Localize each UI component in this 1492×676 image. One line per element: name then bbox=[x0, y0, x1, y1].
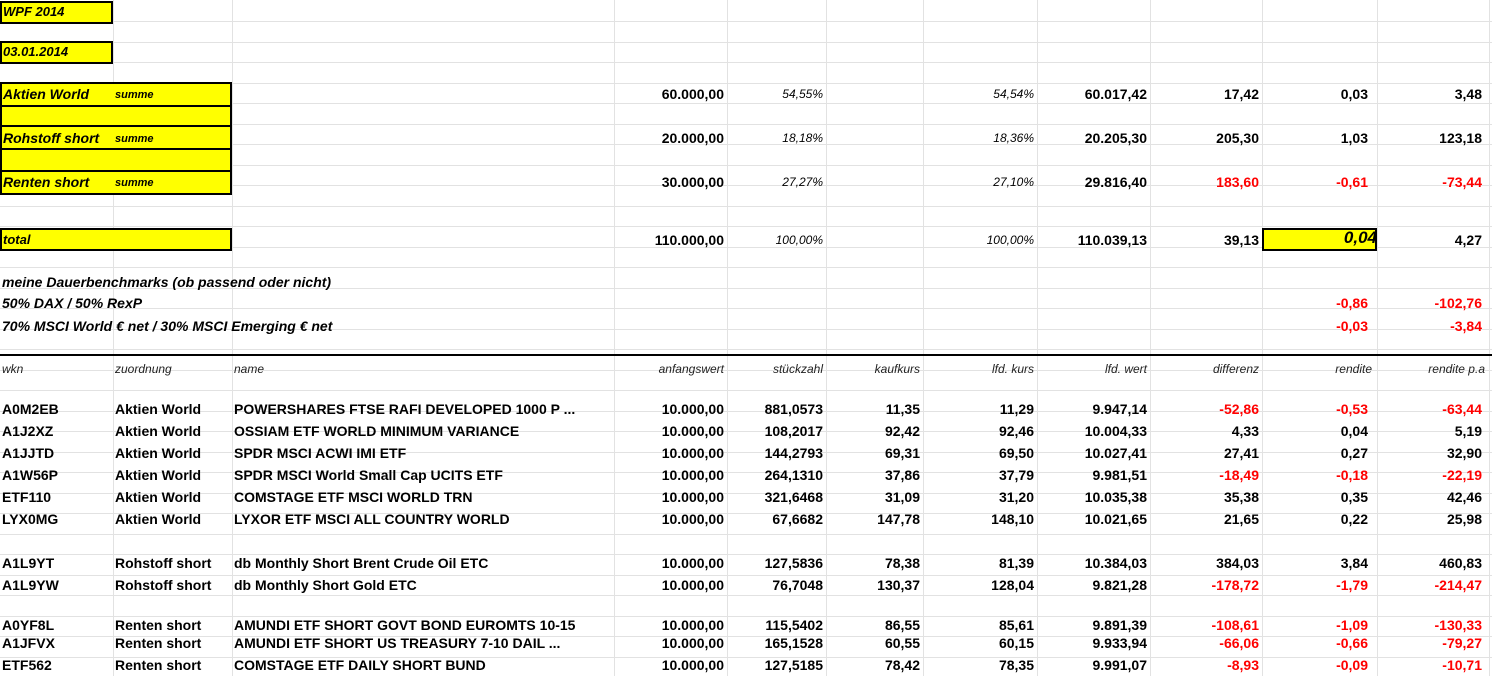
cell-zuordnung: Aktien World bbox=[115, 401, 202, 417]
cell-anfangswert: 10.000,00 bbox=[661, 577, 724, 593]
cell-stueckzahl: 321,6468 bbox=[764, 489, 823, 505]
col-header-lfd-kurs[interactable]: lfd. kurs bbox=[991, 362, 1034, 376]
summary-label: Rohstoff short bbox=[3, 130, 100, 146]
cell-rendite: 0,27 bbox=[1340, 445, 1368, 461]
cell-kaufkurs: 60,55 bbox=[884, 635, 920, 651]
cell-lfd-kurs: 11,29 bbox=[999, 401, 1034, 417]
cell-kaufkurs: 78,42 bbox=[884, 657, 920, 673]
col-header-rendite-pa[interactable]: rendite p.a bbox=[1428, 362, 1485, 376]
cell-rendite-pa: 5,19 bbox=[1454, 423, 1482, 439]
benchmark-rendite-pa: -102,76 bbox=[1434, 295, 1482, 311]
cell-rendite: -0,53 bbox=[1336, 401, 1368, 417]
cell-kaufkurs: 11,35 bbox=[885, 401, 920, 417]
cell-kaufkurs: 92,42 bbox=[884, 423, 920, 439]
summary-anfangswert: 20.000,00 bbox=[661, 130, 724, 146]
cell-name: SPDR MSCI ACWI IMI ETF bbox=[234, 445, 407, 461]
grid-line bbox=[0, 534, 1492, 535]
sheet-title: WPF 2014 bbox=[3, 4, 65, 19]
cell-lfd-wert: 9.891,39 bbox=[1092, 617, 1147, 633]
cell-lfd-wert: 9.947,14 bbox=[1092, 401, 1147, 417]
cell-anfangswert: 10.000,00 bbox=[661, 635, 724, 651]
grid-line bbox=[0, 21, 1492, 22]
cell-differenz: -18,49 bbox=[1219, 467, 1259, 483]
cell-zuordnung: Aktien World bbox=[115, 511, 202, 527]
cell-lfd-kurs: 37,79 bbox=[998, 467, 1034, 483]
cell-rendite: -1,79 bbox=[1336, 577, 1368, 593]
cell-anfangswert: 10.000,00 bbox=[661, 511, 724, 527]
cell-lfd-kurs: 81,39 bbox=[998, 555, 1034, 571]
total-differenz: 39,13 bbox=[1223, 232, 1259, 248]
cell-rendite: -0,09 bbox=[1336, 657, 1368, 673]
summary-wert: 29.816,40 bbox=[1084, 174, 1147, 190]
cell-anfangswert: 10.000,00 bbox=[661, 423, 724, 439]
cell-differenz: -108,61 bbox=[1211, 617, 1259, 633]
cell-stueckzahl: 144,2793 bbox=[764, 445, 823, 461]
summary-pct-current: 54,54% bbox=[993, 87, 1034, 101]
cell-wkn: ETF562 bbox=[2, 657, 52, 673]
cell-lfd-wert: 9.981,51 bbox=[1092, 467, 1147, 483]
cell-name: AMUNDI ETF SHORT GOVT BOND EUROMTS 10-15 bbox=[234, 617, 576, 633]
cell-rendite: 3,84 bbox=[1340, 555, 1368, 571]
cell-lfd-wert: 10.035,38 bbox=[1084, 489, 1147, 505]
cell-stueckzahl: 165,1528 bbox=[764, 635, 823, 651]
cell-name: db Monthly Short Gold ETC bbox=[234, 577, 417, 593]
summary-differenz: 205,30 bbox=[1216, 130, 1259, 146]
cell-anfangswert: 10.000,00 bbox=[661, 467, 724, 483]
summary-label: Aktien World bbox=[3, 86, 90, 102]
cell-differenz: 35,38 bbox=[1223, 489, 1259, 505]
cell-name: db Monthly Short Brent Crude Oil ETC bbox=[234, 555, 489, 571]
cell-name: COMSTAGE ETF DAILY SHORT BUND bbox=[234, 657, 486, 673]
summary-pct-current: 27,10% bbox=[993, 175, 1034, 189]
cell-kaufkurs: 31,09 bbox=[884, 489, 920, 505]
cell-lfd-kurs: 92,46 bbox=[998, 423, 1034, 439]
cell-rendite-pa: 25,98 bbox=[1446, 511, 1482, 527]
summary-anfangswert: 60.000,00 bbox=[661, 86, 724, 102]
col-header-wkn[interactable]: wkn bbox=[2, 362, 24, 376]
cell-name: AMUNDI ETF SHORT US TREASURY 7-10 DAIL ... bbox=[234, 635, 561, 651]
col-header-stueckzahl[interactable]: stückzahl bbox=[772, 362, 823, 376]
cell-rendite-pa: -10,71 bbox=[1442, 657, 1482, 673]
cell-name: POWERSHARES FTSE RAFI DEVELOPED 1000 P ... bbox=[234, 401, 576, 417]
col-header-rendite[interactable]: rendite bbox=[1335, 362, 1372, 376]
summary-sub: summe bbox=[115, 133, 154, 145]
cell-wkn: LYX0MG bbox=[2, 511, 59, 527]
total-cell[interactable] bbox=[0, 228, 232, 251]
cell-differenz: -8,93 bbox=[1227, 657, 1259, 673]
summary-rendite-pa: -73,44 bbox=[1442, 174, 1482, 190]
summary-sub: summe bbox=[115, 89, 154, 101]
cell-stueckzahl: 76,7048 bbox=[772, 577, 823, 593]
cell-rendite-pa: 32,90 bbox=[1446, 445, 1482, 461]
cell-zuordnung: Aktien World bbox=[115, 423, 202, 439]
cell-kaufkurs: 130,37 bbox=[877, 577, 920, 593]
cell-wkn: A0YF8L bbox=[2, 617, 55, 633]
cell-kaufkurs: 86,55 bbox=[884, 617, 920, 633]
total-rendite-pa: 4,27 bbox=[1454, 232, 1482, 248]
cell-anfangswert: 10.000,00 bbox=[661, 489, 724, 505]
col-header-kaufkurs[interactable]: kaufkurs bbox=[874, 362, 920, 376]
benchmark-label: 70% MSCI World € net / 30% MSCI Emerging € net bbox=[2, 318, 333, 334]
cell-lfd-wert: 10.384,03 bbox=[1084, 555, 1147, 571]
cell-zuordnung: Aktien World bbox=[115, 445, 202, 461]
col-header-anfangswert[interactable]: anfangswert bbox=[658, 362, 724, 376]
cell-rendite-pa: -214,47 bbox=[1434, 577, 1482, 593]
cell-stueckzahl: 108,2017 bbox=[764, 423, 823, 439]
col-header-name[interactable]: name bbox=[234, 362, 265, 376]
cell-differenz: 27,41 bbox=[1223, 445, 1259, 461]
cell-wkn: A1JJTD bbox=[2, 445, 55, 461]
total-rendite: 0,04 bbox=[1343, 228, 1377, 247]
cell-differenz: -178,72 bbox=[1211, 577, 1259, 593]
grid-line bbox=[0, 267, 1492, 268]
cell-stueckzahl: 264,1310 bbox=[764, 467, 823, 483]
sheet-date: 03.01.2014 bbox=[3, 44, 69, 59]
cell-zuordnung: Renten short bbox=[115, 617, 202, 633]
cell-rendite-pa: -22,19 bbox=[1442, 467, 1482, 483]
summary-pct-start: 18,18% bbox=[782, 131, 823, 145]
benchmark-rendite: -0,86 bbox=[1336, 295, 1368, 311]
total-pct-current: 100,00% bbox=[986, 233, 1034, 247]
benchmarks-title: meine Dauerbenchmarks (ob passend oder nicht) bbox=[2, 274, 332, 290]
total-wert: 110.039,13 bbox=[1077, 232, 1147, 248]
grid-line bbox=[1489, 0, 1490, 676]
cell-lfd-wert: 10.021,65 bbox=[1084, 511, 1147, 527]
cell-lfd-kurs: 128,04 bbox=[991, 577, 1034, 593]
cell-lfd-kurs: 85,61 bbox=[998, 617, 1034, 633]
summary-rendite-pa: 123,18 bbox=[1439, 130, 1482, 146]
cell-zuordnung: Renten short bbox=[115, 657, 202, 673]
cell-lfd-wert: 9.933,94 bbox=[1092, 635, 1147, 651]
grid-line bbox=[0, 206, 1492, 207]
cell-rendite: -1,09 bbox=[1336, 617, 1368, 633]
cell-rendite-pa: -79,27 bbox=[1442, 635, 1482, 651]
summary-differenz: 17,42 bbox=[1223, 86, 1259, 102]
cell-lfd-kurs: 78,35 bbox=[998, 657, 1034, 673]
grid-line bbox=[0, 349, 1492, 350]
summary-wert: 60.017,42 bbox=[1084, 86, 1147, 102]
grid-line bbox=[0, 42, 1492, 43]
summary-block-divider bbox=[2, 125, 230, 127]
summary-block-divider bbox=[2, 105, 230, 107]
cell-zuordnung: Aktien World bbox=[115, 467, 202, 483]
cell-wkn: A0M2EB bbox=[2, 401, 59, 417]
summary-rendite: 0,03 bbox=[1340, 86, 1368, 102]
cell-anfangswert: 10.000,00 bbox=[661, 617, 724, 633]
cell-lfd-kurs: 31,20 bbox=[998, 489, 1034, 505]
cell-lfd-wert: 9.991,07 bbox=[1092, 657, 1147, 673]
cell-differenz: -66,06 bbox=[1219, 635, 1259, 651]
col-header-lfd-wert[interactable]: lfd. wert bbox=[1104, 362, 1147, 376]
cell-lfd-kurs: 148,10 bbox=[991, 511, 1034, 527]
cell-name: COMSTAGE ETF MSCI WORLD TRN bbox=[234, 489, 473, 505]
cell-rendite-pa: 42,46 bbox=[1446, 489, 1482, 505]
cell-rendite: -0,66 bbox=[1336, 635, 1368, 651]
benchmark-rendite: -0,03 bbox=[1336, 318, 1368, 334]
cell-rendite: 0,35 bbox=[1340, 489, 1368, 505]
summary-pct-start: 54,55% bbox=[782, 87, 823, 101]
cell-kaufkurs: 78,38 bbox=[884, 555, 920, 571]
cell-kaufkurs: 69,31 bbox=[884, 445, 920, 461]
summary-anfangswert: 30.000,00 bbox=[661, 174, 724, 190]
cell-name: OSSIAM ETF WORLD MINIMUM VARIANCE bbox=[234, 423, 520, 439]
cell-anfangswert: 10.000,00 bbox=[661, 401, 724, 417]
cell-anfangswert: 10.000,00 bbox=[661, 555, 724, 571]
col-header-differenz[interactable]: differenz bbox=[1212, 362, 1259, 376]
cell-lfd-wert: 10.004,33 bbox=[1084, 423, 1147, 439]
benchmark-rendite-pa: -3,84 bbox=[1450, 318, 1482, 334]
total-label: total bbox=[3, 232, 31, 247]
cell-wkn: A1L9YT bbox=[2, 555, 55, 571]
cell-differenz: -52,86 bbox=[1219, 401, 1259, 417]
summary-label: Renten short bbox=[3, 174, 90, 190]
cell-wkn: A1JFVX bbox=[2, 635, 55, 651]
cell-kaufkurs: 147,78 bbox=[877, 511, 920, 527]
cell-differenz: 384,03 bbox=[1216, 555, 1259, 571]
cell-lfd-kurs: 60,15 bbox=[998, 635, 1034, 651]
cell-name: SPDR MSCI World Small Cap UCITS ETF bbox=[234, 467, 503, 483]
cell-rendite-pa: -130,33 bbox=[1434, 617, 1482, 633]
total-pct-start: 100,00% bbox=[775, 233, 823, 247]
summary-rendite-pa: 3,48 bbox=[1454, 86, 1482, 102]
cell-stueckzahl: 127,5185 bbox=[764, 657, 823, 673]
cell-stueckzahl: 127,5836 bbox=[764, 555, 823, 571]
cell-rendite: 0,04 bbox=[1340, 423, 1368, 439]
summary-pct-current: 18,36% bbox=[993, 131, 1034, 145]
summary-rendite: -0,61 bbox=[1336, 174, 1368, 190]
cell-zuordnung: Renten short bbox=[115, 635, 202, 651]
cell-differenz: 21,65 bbox=[1223, 511, 1259, 527]
cell-wkn: A1J2XZ bbox=[2, 423, 54, 439]
cell-stueckzahl: 115,5402 bbox=[765, 617, 823, 633]
cell-rendite: -0,18 bbox=[1336, 467, 1368, 483]
grid-line bbox=[0, 62, 1492, 63]
cell-lfd-wert: 10.027,41 bbox=[1084, 445, 1147, 461]
cell-rendite: 0,22 bbox=[1340, 511, 1368, 527]
col-header-zuordnung[interactable]: zuordnung bbox=[115, 362, 172, 376]
summary-pct-start: 27,27% bbox=[782, 175, 823, 189]
cell-zuordnung: Rohstoff short bbox=[115, 555, 212, 571]
cell-name: LYXOR ETF MSCI ALL COUNTRY WORLD bbox=[234, 511, 510, 527]
cell-rendite-pa: -63,44 bbox=[1442, 401, 1482, 417]
table-header-border bbox=[0, 354, 1492, 356]
total-anfangswert: 110.000,00 bbox=[654, 232, 724, 248]
cell-kaufkurs: 37,86 bbox=[884, 467, 920, 483]
cell-stueckzahl: 67,6682 bbox=[772, 511, 823, 527]
cell-lfd-wert: 9.821,28 bbox=[1092, 577, 1147, 593]
cell-differenz: 4,33 bbox=[1231, 423, 1259, 439]
grid-line bbox=[0, 390, 1492, 391]
summary-sub: summe bbox=[115, 177, 154, 189]
summary-rendite: 1,03 bbox=[1340, 130, 1368, 146]
cell-zuordnung: Rohstoff short bbox=[115, 577, 212, 593]
cell-rendite-pa: 460,83 bbox=[1439, 555, 1482, 571]
cell-stueckzahl: 881,0573 bbox=[764, 401, 823, 417]
benchmark-label: 50% DAX / 50% RexP bbox=[2, 295, 143, 311]
cell-wkn: A1W56P bbox=[2, 467, 59, 483]
summary-wert: 20.205,30 bbox=[1084, 130, 1147, 146]
cell-wkn: A1L9YW bbox=[2, 577, 59, 593]
cell-anfangswert: 10.000,00 bbox=[661, 445, 724, 461]
cell-wkn: ETF110 bbox=[2, 489, 52, 505]
cell-lfd-kurs: 69,50 bbox=[998, 445, 1034, 461]
cell-zuordnung: Aktien World bbox=[115, 489, 202, 505]
cell-anfangswert: 10.000,00 bbox=[661, 657, 724, 673]
summary-differenz: 183,60 bbox=[1216, 174, 1259, 190]
